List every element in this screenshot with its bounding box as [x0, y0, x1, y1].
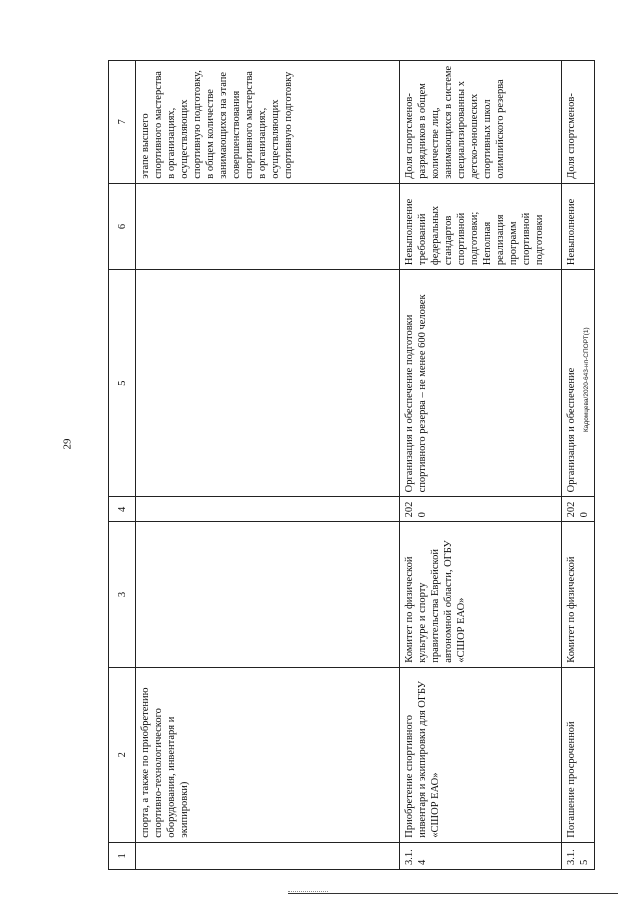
activity-name-cell: спорта, а также по приобретению спортивно-технологического оборудования, инвентаря и экипировки)	[136, 667, 400, 842]
row-number-cell: 3.1.4	[400, 842, 562, 869]
header-cell: 7	[109, 61, 136, 184]
page-number: 29	[61, 438, 74, 450]
bottom-divider-dots	[288, 891, 328, 892]
header-cell: 3	[109, 522, 136, 667]
executor-cell: Комитет по физической культуре и спорту правительства Еврейской автономной области, ОГБУ «СШОР ЕАО»	[400, 522, 562, 667]
document-footer-stamp: Кадомцева/2020-643-нп-СПОРТ(1)	[583, 327, 590, 433]
year-cell	[136, 497, 400, 522]
expected-result-cell	[136, 270, 400, 497]
year-cell: 2020	[562, 497, 595, 522]
row-number-cell: 3.1.5	[562, 842, 595, 869]
indicator-cell: Доля спортсменов-	[562, 61, 595, 184]
consequence-cell: Невыполнение требований федеральных стандартов спортивной подготовки; Неполная реализация программ спортивной подготовки	[400, 183, 562, 269]
table-row	[400, 61, 562, 870]
bottom-divider-line	[288, 893, 618, 894]
executor-cell	[136, 522, 400, 667]
activity-name-cell: Погашение просроченной	[562, 667, 595, 842]
expected-result-cell: Организация и обеспечение	[562, 270, 595, 497]
indicator-cell: этапе высшего спортивного мастерства в организациях, осуществляющих спортивную подготовку, в общем количестве занимающихся на этапе совершенствования спортивного мастерства в организациях, осуществляющих спортивную подготовку	[136, 61, 400, 184]
header-cell: 2	[109, 667, 136, 842]
indicator-cell: Доля спортсменов-разрядников в общем количестве лиц, занимающихся в системе специализированны х детско-юношеских спортивных школ олимпийского резерва	[400, 61, 562, 184]
year-cell: 2020	[400, 497, 562, 522]
expected-result-cell: Организация и обеспечение подготовки спортивного резерва – не менее 600 человек	[400, 270, 562, 497]
header-cell: 4	[109, 497, 136, 522]
header-cell: 5	[109, 270, 136, 497]
program-activities-table	[108, 60, 595, 870]
table-header-row	[109, 61, 136, 870]
row-number-cell	[136, 842, 400, 869]
header-cell: 1	[109, 842, 136, 869]
consequence-cell	[136, 183, 400, 269]
consequence-cell: Невыполнение	[562, 183, 595, 269]
activity-name-cell: Приобретение спортивного инвентаря и экипировки для ОГБУ «СШОР ЕАО»	[400, 667, 562, 842]
header-cell: 6	[109, 183, 136, 269]
executor-cell: Комитет по физической	[562, 522, 595, 667]
table-row	[136, 61, 400, 870]
